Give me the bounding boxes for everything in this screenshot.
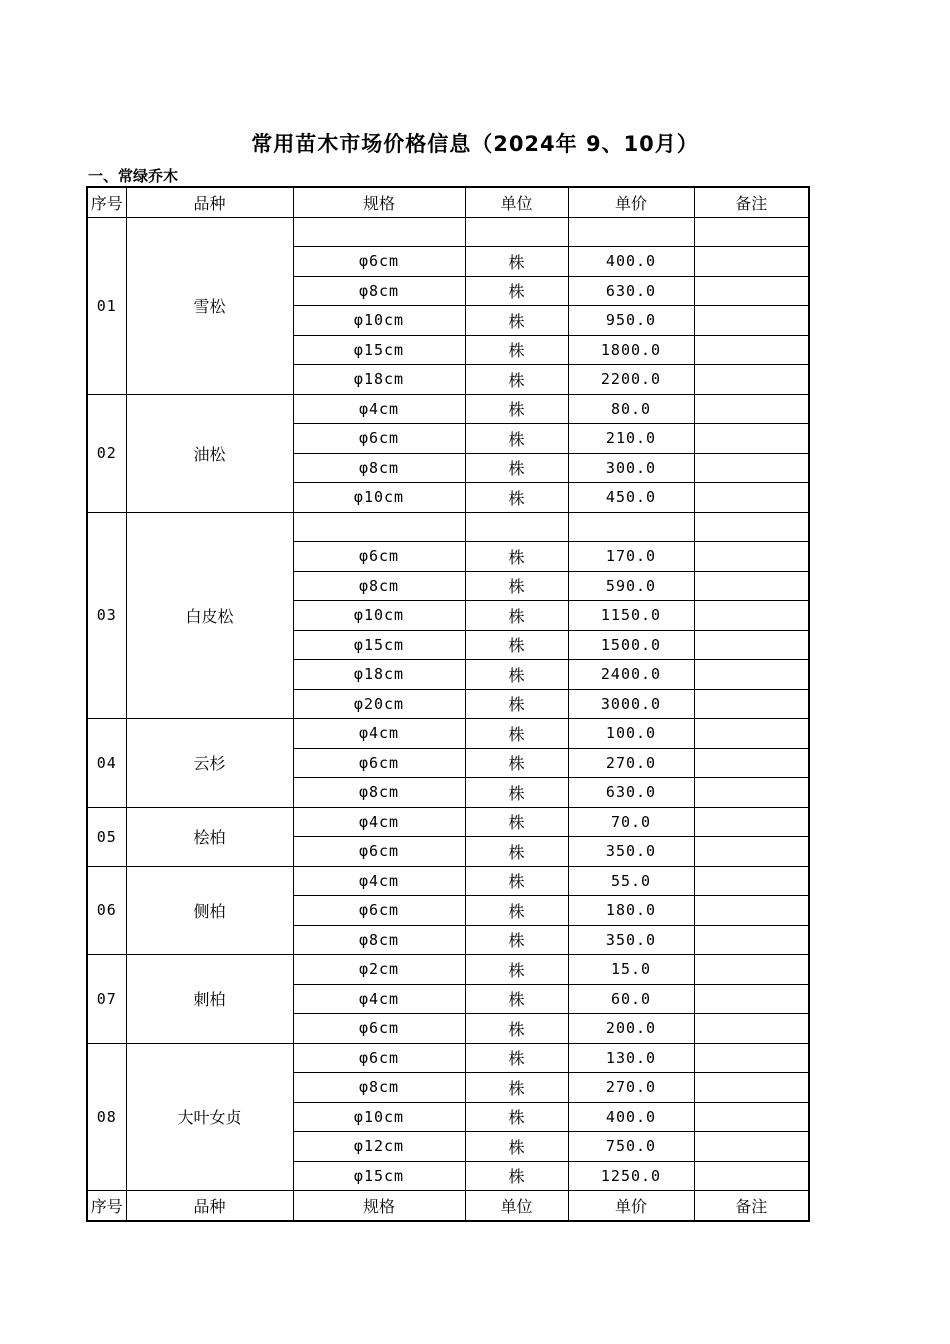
price-cell: 15.0 — [568, 955, 694, 985]
unit-cell: 株 — [465, 925, 568, 955]
note-cell — [694, 896, 809, 926]
header-spec: 规格 — [293, 187, 465, 217]
price-cell — [568, 512, 694, 542]
price-cell: 400.0 — [568, 1102, 694, 1132]
note-cell — [694, 719, 809, 749]
table-row — [87, 217, 809, 247]
price-cell: 200.0 — [568, 1014, 694, 1044]
unit-cell: 株 — [465, 984, 568, 1014]
table-row — [87, 807, 809, 837]
price-cell: 3000.0 — [568, 689, 694, 719]
unit-cell: 株 — [465, 689, 568, 719]
price-cell: 630.0 — [568, 778, 694, 808]
footer-header-row — [87, 1191, 809, 1221]
group-number: 05 — [87, 807, 126, 866]
spec-cell: φ8cm — [293, 778, 465, 808]
unit-cell: 株 — [465, 335, 568, 365]
price-cell: 1800.0 — [568, 335, 694, 365]
price-cell: 350.0 — [568, 837, 694, 867]
unit-cell: 株 — [465, 660, 568, 690]
price-cell: 1150.0 — [568, 601, 694, 631]
unit-cell: 株 — [465, 1043, 568, 1073]
note-cell — [694, 1043, 809, 1073]
unit-cell: 株 — [465, 778, 568, 808]
note-cell — [694, 276, 809, 306]
table-row — [87, 955, 809, 985]
note-cell — [694, 601, 809, 631]
note-cell — [694, 866, 809, 896]
price-cell: 55.0 — [568, 866, 694, 896]
unit-cell: 株 — [465, 247, 568, 277]
spec-cell — [293, 512, 465, 542]
spec-cell: φ20cm — [293, 689, 465, 719]
table-row — [87, 866, 809, 896]
unit-cell: 株 — [465, 453, 568, 483]
spec-cell: φ6cm — [293, 542, 465, 572]
spec-cell: φ8cm — [293, 925, 465, 955]
variety-name: 桧柏 — [126, 807, 293, 866]
variety-name: 大叶女贞 — [126, 1043, 293, 1191]
spec-cell: φ6cm — [293, 247, 465, 277]
spec-cell: φ10cm — [293, 1102, 465, 1132]
unit-cell: 株 — [465, 1073, 568, 1103]
header-unit: 单位 — [465, 187, 568, 217]
section-heading: 一、常绿乔木 — [88, 167, 179, 185]
variety-name: 油松 — [126, 394, 293, 512]
table-row — [87, 1043, 809, 1073]
group-number: 01 — [87, 217, 126, 394]
note-cell — [694, 1014, 809, 1044]
note-cell — [694, 335, 809, 365]
spec-cell: φ10cm — [293, 601, 465, 631]
variety-name: 雪松 — [126, 217, 293, 394]
note-cell — [694, 512, 809, 542]
price-cell — [568, 217, 694, 247]
spec-cell: φ8cm — [293, 276, 465, 306]
spec-cell: φ18cm — [293, 365, 465, 395]
table-row — [87, 512, 809, 542]
spec-cell: φ8cm — [293, 1073, 465, 1103]
group-number: 08 — [87, 1043, 126, 1191]
group-number: 04 — [87, 719, 126, 808]
footer-header-no: 序号 — [87, 1191, 126, 1221]
note-cell — [694, 689, 809, 719]
spec-cell: φ4cm — [293, 719, 465, 749]
spec-cell: φ4cm — [293, 984, 465, 1014]
price-cell: 750.0 — [568, 1132, 694, 1162]
note-cell — [694, 925, 809, 955]
spec-cell: φ6cm — [293, 748, 465, 778]
price-cell: 80.0 — [568, 394, 694, 424]
unit-cell: 株 — [465, 1132, 568, 1162]
price-cell: 630.0 — [568, 276, 694, 306]
spec-cell: φ8cm — [293, 453, 465, 483]
unit-cell: 株 — [465, 630, 568, 660]
spec-cell: φ18cm — [293, 660, 465, 690]
unit-cell: 株 — [465, 394, 568, 424]
spec-cell: φ4cm — [293, 394, 465, 424]
note-cell — [694, 217, 809, 247]
note-cell — [694, 424, 809, 454]
price-cell: 100.0 — [568, 719, 694, 749]
price-cell: 1250.0 — [568, 1161, 694, 1191]
unit-cell: 株 — [465, 365, 568, 395]
note-cell — [694, 394, 809, 424]
unit-cell: 株 — [465, 1014, 568, 1044]
price-cell: 210.0 — [568, 424, 694, 454]
footer-header-unit: 单位 — [465, 1191, 568, 1221]
price-cell: 60.0 — [568, 984, 694, 1014]
note-cell — [694, 955, 809, 985]
spec-cell: φ6cm — [293, 896, 465, 926]
unit-cell: 株 — [465, 1102, 568, 1132]
unit-cell — [465, 512, 568, 542]
price-cell: 450.0 — [568, 483, 694, 513]
price-cell: 1500.0 — [568, 630, 694, 660]
unit-cell: 株 — [465, 276, 568, 306]
spec-cell: φ10cm — [293, 306, 465, 336]
note-cell — [694, 778, 809, 808]
note-cell — [694, 365, 809, 395]
unit-cell: 株 — [465, 601, 568, 631]
variety-name: 云杉 — [126, 719, 293, 808]
unit-cell: 株 — [465, 424, 568, 454]
footer-header-note: 备注 — [694, 1191, 809, 1221]
group-number: 03 — [87, 512, 126, 719]
note-cell — [694, 984, 809, 1014]
price-cell: 180.0 — [568, 896, 694, 926]
price-table — [86, 186, 810, 1222]
unit-cell: 株 — [465, 571, 568, 601]
header-note: 备注 — [694, 187, 809, 217]
note-cell — [694, 306, 809, 336]
spec-cell — [293, 217, 465, 247]
note-cell — [694, 453, 809, 483]
spec-cell: φ6cm — [293, 424, 465, 454]
variety-name: 侧柏 — [126, 866, 293, 955]
note-cell — [694, 1132, 809, 1162]
price-cell: 400.0 — [568, 247, 694, 277]
header-row — [87, 187, 809, 217]
unit-cell: 株 — [465, 896, 568, 926]
note-cell — [694, 807, 809, 837]
variety-name: 白皮松 — [126, 512, 293, 719]
header-no: 序号 — [87, 187, 126, 217]
spec-cell: φ6cm — [293, 837, 465, 867]
note-cell — [694, 1073, 809, 1103]
unit-cell: 株 — [465, 1161, 568, 1191]
group-number: 02 — [87, 394, 126, 512]
note-cell — [694, 748, 809, 778]
unit-cell: 株 — [465, 866, 568, 896]
unit-cell: 株 — [465, 719, 568, 749]
table-row — [87, 394, 809, 424]
price-cell: 2200.0 — [568, 365, 694, 395]
spec-cell: φ4cm — [293, 866, 465, 896]
footer-header-variety: 品种 — [126, 1191, 293, 1221]
unit-cell — [465, 217, 568, 247]
note-cell — [694, 630, 809, 660]
spec-cell: φ10cm — [293, 483, 465, 513]
price-cell: 270.0 — [568, 1073, 694, 1103]
price-cell: 950.0 — [568, 306, 694, 336]
note-cell — [694, 571, 809, 601]
note-cell — [694, 542, 809, 572]
spec-cell: φ15cm — [293, 630, 465, 660]
unit-cell: 株 — [465, 748, 568, 778]
header-variety: 品种 — [126, 187, 293, 217]
spec-cell: φ6cm — [293, 1043, 465, 1073]
spec-cell: φ15cm — [293, 335, 465, 365]
footer-header-spec: 规格 — [293, 1191, 465, 1221]
price-cell: 350.0 — [568, 925, 694, 955]
page-title: 常用苗木市场价格信息（2024年 9、10月） — [251, 132, 699, 156]
spec-cell: φ12cm — [293, 1132, 465, 1162]
price-cell: 2400.0 — [568, 660, 694, 690]
unit-cell: 株 — [465, 483, 568, 513]
note-cell — [694, 837, 809, 867]
price-table-body — [87, 187, 809, 1221]
table-row — [87, 719, 809, 749]
note-cell — [694, 1161, 809, 1191]
price-cell: 130.0 — [568, 1043, 694, 1073]
unit-cell: 株 — [465, 542, 568, 572]
note-cell — [694, 483, 809, 513]
price-cell: 170.0 — [568, 542, 694, 572]
note-cell — [694, 660, 809, 690]
unit-cell: 株 — [465, 837, 568, 867]
group-number: 07 — [87, 955, 126, 1044]
header-price: 单价 — [568, 187, 694, 217]
spec-cell: φ8cm — [293, 571, 465, 601]
spec-cell: φ15cm — [293, 1161, 465, 1191]
note-cell — [694, 1102, 809, 1132]
group-number: 06 — [87, 866, 126, 955]
unit-cell: 株 — [465, 306, 568, 336]
unit-cell: 株 — [465, 807, 568, 837]
spec-cell: φ6cm — [293, 1014, 465, 1044]
price-cell: 70.0 — [568, 807, 694, 837]
price-cell: 270.0 — [568, 748, 694, 778]
footer-header-price: 单价 — [568, 1191, 694, 1221]
price-cell: 300.0 — [568, 453, 694, 483]
spec-cell: φ4cm — [293, 807, 465, 837]
variety-name: 刺柏 — [126, 955, 293, 1044]
unit-cell: 株 — [465, 955, 568, 985]
price-cell: 590.0 — [568, 571, 694, 601]
note-cell — [694, 247, 809, 277]
spec-cell: φ2cm — [293, 955, 465, 985]
